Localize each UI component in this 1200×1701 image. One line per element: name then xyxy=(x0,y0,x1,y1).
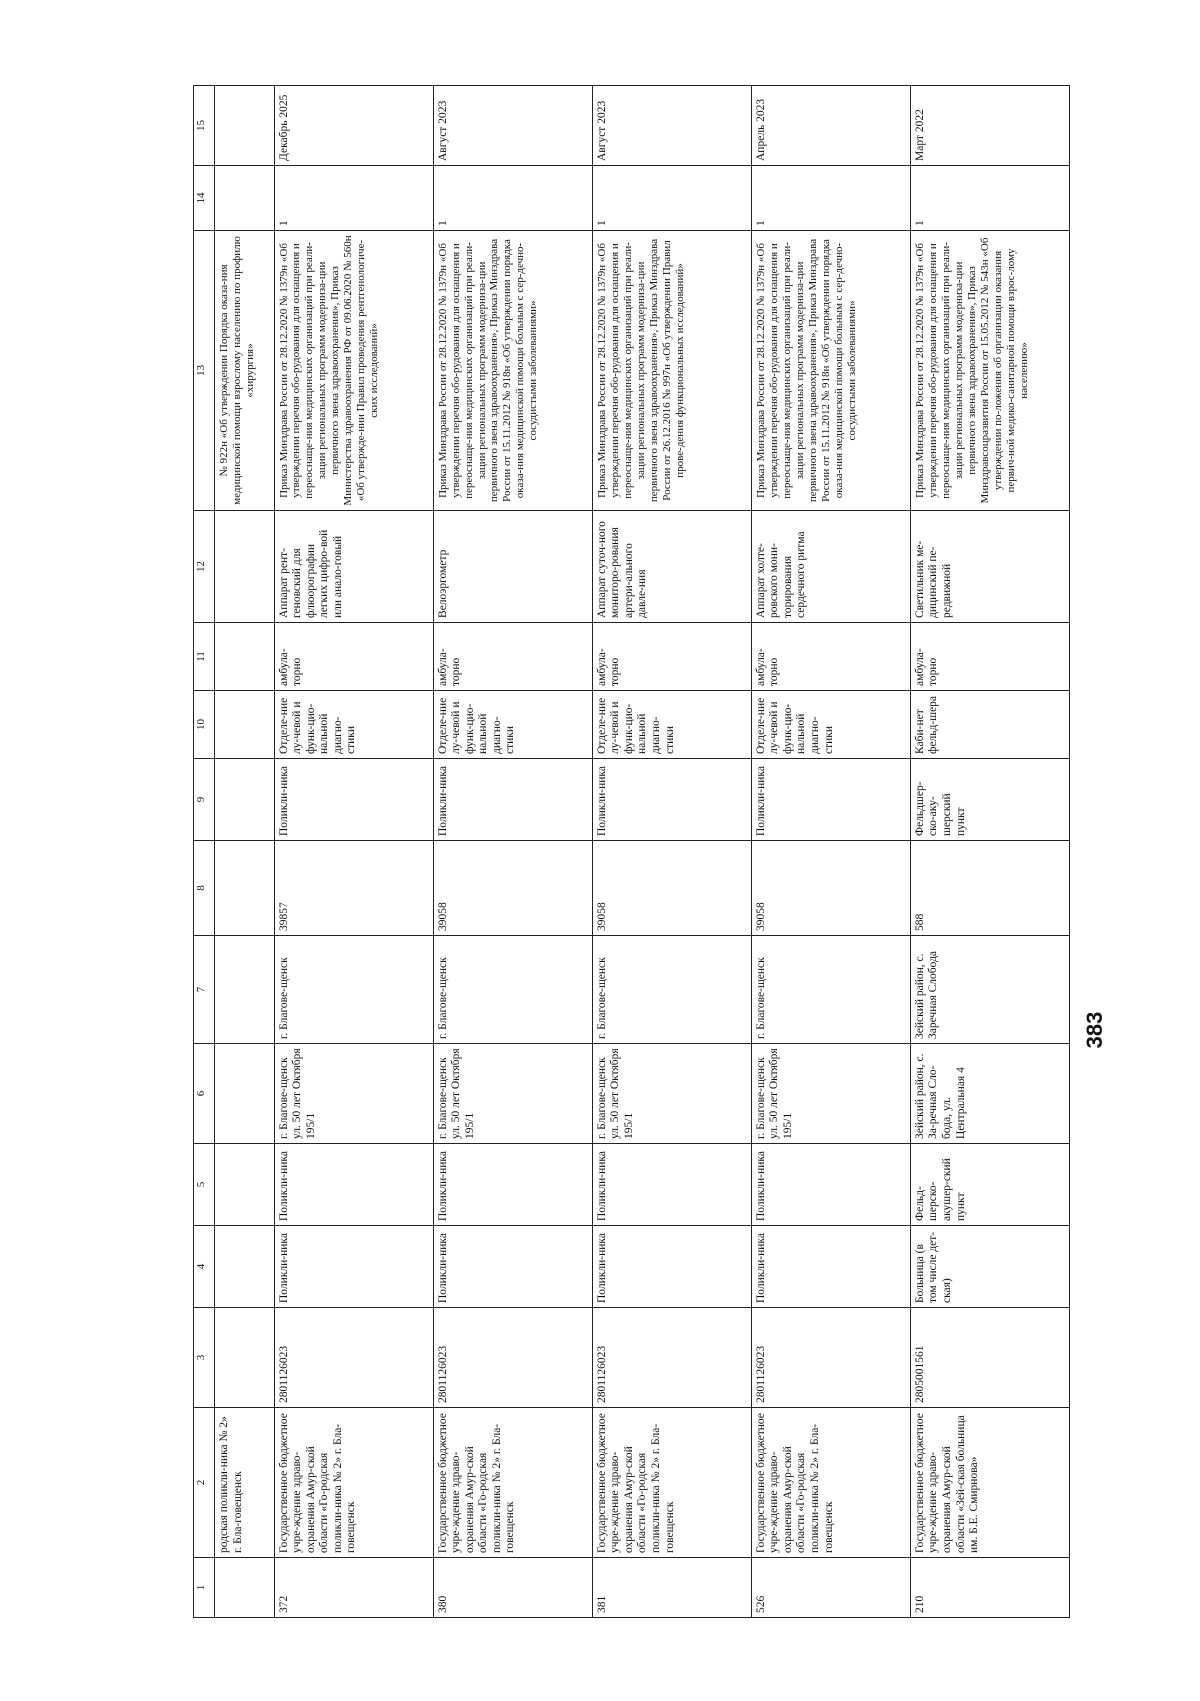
row-number-cell: 380 xyxy=(433,1558,592,1618)
population-cell: 39857 xyxy=(274,841,433,936)
col-header: 4 xyxy=(194,1226,215,1308)
unit-type-cell: Поликли-ника xyxy=(592,1144,751,1226)
column-number-row xyxy=(194,86,215,1618)
row-number-cell: 210 xyxy=(910,1558,1069,1618)
subdivision-cell: Фельдшер-ско-аку-шерский пункт xyxy=(910,759,1069,841)
care-form-cell: амбула-торно xyxy=(433,623,592,691)
address-cell: г. Благове-щенск ул. 50 лет Октября 195/1 xyxy=(433,1044,592,1144)
col-header: 7 xyxy=(194,936,215,1044)
regulation-cell: Приказ Минздрава России от 28.12.2020 № 1379н «Об утверждении перечня обо-рудования для оснащения и переоснаще-ния медицинских организаций при реали-зации региональных программ модерниза-ции первичного звена здравоохранения», Приказ Минздрава России от 15.11.2012 № 918н «Об утверждении порядка оказа-ния медицинской помощи больным с сер-дечно-сосудистыми заболеваниями» xyxy=(751,231,910,511)
inn-cell: 2801126023 xyxy=(433,1308,592,1408)
col-header: 1 xyxy=(194,1558,215,1618)
org-name-cell: родская поликли-ника № 2» г. Бла-говещенск xyxy=(215,1408,275,1558)
settlement-cell: г. Благове-щенск xyxy=(592,936,751,1044)
inn-cell: 2801126023 xyxy=(274,1308,433,1408)
org-type-cell: Поликли-ника xyxy=(592,1226,751,1308)
department-cell: Отделе-ние лу-чевой и функ-цио-нальной диагно-стики xyxy=(274,691,433,759)
org-type-cell: Больница (в том числе дет-ская) xyxy=(910,1226,1069,1308)
col-header: 8 xyxy=(194,841,215,936)
org-type-cell: Поликли-ника xyxy=(274,1226,433,1308)
org-name-cell: Государственное бюджетное учре-ждение здраво-охранения Амур-ской области «Го-родская поликли-ника № 2» г. Бла-говещенск xyxy=(433,1408,592,1558)
equipment-cell: Светильник ме-дицинский пе-редвижной xyxy=(910,511,1069,623)
regulation-cell: № 922н «Об утверждении Порядка оказа-ния медицинской помощи взрослому населению по профилю «хирургия» xyxy=(215,231,275,511)
equipment-cell: Велоэргометр xyxy=(433,511,592,623)
subdivision-cell: Поликли-ника xyxy=(751,759,910,841)
col-header: 12 xyxy=(194,511,215,623)
regulation-cell: Приказ Минздрава России от 28.12.2020 № 1379н «Об утверждении перечня обо-рудования для оснащения и переоснаще-ния медицинских организаций при реали-зации региональных программ модерниза-ции первичного звена здравоохранения», Приказ Минздрава России от 15.11.2012 № 918н «Об утверждении порядка оказа-ния медицинской помощи больным с сер-дечно-сосудистыми заболеваниями» xyxy=(433,231,592,511)
table-row xyxy=(592,86,751,1618)
settlement-cell: г. Благове-щенск xyxy=(751,936,910,1044)
col-header: 3 xyxy=(194,1308,215,1408)
address-cell: Зейский район, с. За-речная Сло-бода, ул. Центральная 4 xyxy=(910,1044,1069,1144)
regulation-cell: Приказ Минздрава России от 28.12.2020 № 1379н «Об утверждении перечня обо-рудования для оснащения и переоснаще-ния медицинских организаций при реали-зации региональных программ модерниза-ции первичного звена здравоохранения», Приказ Минздрава России от 26.12.2016 № 997н «Об утверждении Правил прове-дения функциональных исследований» xyxy=(592,231,751,511)
org-name-cell: Государственное бюджетное учре-ждение здраво-охранения Амур-ской области «Го-родская поликли-ника № 2» г. Бла-говещенск xyxy=(592,1408,751,1558)
table-row xyxy=(751,86,910,1618)
date-cell: Апрель 2023 xyxy=(751,86,910,166)
department-cell: Отделе-ние лу-чевой и функ-цио-нальной диагно-стики xyxy=(592,691,751,759)
date-cell: Август 2023 xyxy=(592,86,751,166)
quantity-cell: 1 xyxy=(592,166,751,231)
col-header: 11 xyxy=(194,623,215,691)
table-cell xyxy=(215,759,275,841)
table-cell xyxy=(215,86,275,166)
quantity-cell: 1 xyxy=(751,166,910,231)
department-cell: Отделе-ние лу-чевой и функ-цио-нальной диагно-стики xyxy=(751,691,910,759)
quantity-cell: 1 xyxy=(274,166,433,231)
department-cell: Отделе-ние лу-чевой и функ-цио-нальной диагно-стики xyxy=(433,691,592,759)
quantity-cell: 1 xyxy=(433,166,592,231)
unit-type-cell: Поликли-ника xyxy=(274,1144,433,1226)
date-cell: Август 2023 xyxy=(433,86,592,166)
col-header: 2 xyxy=(194,1408,215,1558)
table-cell xyxy=(215,1044,275,1144)
table-cell xyxy=(215,691,275,759)
row-number-cell: 381 xyxy=(592,1558,751,1618)
unit-type-cell: Фельд-шерско-акушер-ский пункт xyxy=(910,1144,1069,1226)
inn-cell: 2801126023 xyxy=(751,1308,910,1408)
care-form-cell: амбула-торно xyxy=(592,623,751,691)
equipment-cell: Аппарат суточ-ного мониторо-рования артери-ального давле-ния xyxy=(592,511,751,623)
table-row xyxy=(910,86,1069,1618)
population-cell: 588 xyxy=(910,841,1069,936)
regulation-cell: Приказ Минздрава России от 28.12.2020 № 1379н «Об утверждении перечня обо-рудования для оснащения и переоснаще-ния медицинских организаций при реали-зации региональных программ модерниза-ции первичного звена здравоохранения», Приказ Министерства здравоохранения РФ от 09.06.2020 № 560н «Об утвержде-нии Правил проведения рентгенологиче-ских исследований» xyxy=(274,231,433,511)
org-name-cell: Государственное бюджетное учре-ждение здраво-охранения Амур-ской области «Го-родская поликли-ника № 2» г. Бла-говещенск xyxy=(274,1408,433,1558)
inn-cell: 2805001561 xyxy=(910,1308,1069,1408)
subdivision-cell: Поликли-ника xyxy=(592,759,751,841)
care-form-cell: амбула-торно xyxy=(274,623,433,691)
quantity-cell: 1 xyxy=(910,166,1069,231)
table-cell xyxy=(215,166,275,231)
equipment-table xyxy=(193,85,1070,1618)
org-type-cell: Поликли-ника xyxy=(433,1226,592,1308)
population-cell: 39058 xyxy=(433,841,592,936)
table-cell xyxy=(215,1144,275,1226)
table-cell xyxy=(215,841,275,936)
col-header: 15 xyxy=(194,86,215,166)
table-cell xyxy=(215,936,275,1044)
col-header: 9 xyxy=(194,759,215,841)
regulation-cell: Приказ Минздрава России от 28.12.2020 № 1379н «Об утверждении перечня обо-рудования для оснащения и переоснаще-ния медицинских организаций при реали-зации региональных программ модерниза-ции первичного звена здравоохранения», Приказ Минздравсоцразвития России от 15.05.2012 № 543н «Об утверждении по-ложения об организации оказания первич-ной медико-санитарной помощи взрос-лому населению» xyxy=(910,231,1069,511)
unit-type-cell: Поликли-ника xyxy=(751,1144,910,1226)
page-number: 383 xyxy=(1082,1011,1107,1049)
table-cell xyxy=(215,511,275,623)
population-cell: 39058 xyxy=(592,841,751,936)
care-form-cell: амбула-торно xyxy=(751,623,910,691)
org-name-cell: Государственное бюджетное учре-ждение здраво-охранения Амур-ской области «Зей-ская больница им. Б.Е. Смирнова» xyxy=(910,1408,1069,1558)
department-cell: Каби-нет фельд-шера xyxy=(910,691,1069,759)
care-form-cell: амбула-торно xyxy=(910,623,1069,691)
row-number-cell: 526 xyxy=(751,1558,910,1618)
equipment-cell: Аппарат рент-геновский для флюорографии легких цифро-вой или анало-говый xyxy=(274,511,433,623)
settlement-cell: г. Благове-щенск xyxy=(433,936,592,1044)
col-header: 14 xyxy=(194,166,215,231)
table-cell xyxy=(215,1558,275,1618)
row-number-cell: 372 xyxy=(274,1558,433,1618)
rotated-table-wrapper xyxy=(193,86,1070,1618)
date-cell: Декабрь 2025 xyxy=(274,86,433,166)
equipment-cell: Аппарат холте-ровского мони-торирования сердечного ритма xyxy=(751,511,910,623)
settlement-cell: Зейский район, с. Заречная Слобода xyxy=(910,936,1069,1044)
address-cell: г. Благове-щенск ул. 50 лет Октября 195/1 xyxy=(592,1044,751,1144)
col-header: 6 xyxy=(194,1044,215,1144)
table-cell xyxy=(215,1308,275,1408)
subdivision-cell: Поликли-ника xyxy=(433,759,592,841)
table-cell xyxy=(215,1226,275,1308)
settlement-cell: г. Благове-щенск xyxy=(274,936,433,1044)
address-cell: г. Благове-щенск ул. 50 лет Октября 195/1 xyxy=(274,1044,433,1144)
date-cell: Март 2022 xyxy=(910,86,1069,166)
col-header: 5 xyxy=(194,1144,215,1226)
col-header: 10 xyxy=(194,691,215,759)
table-row xyxy=(274,86,433,1618)
org-type-cell: Поликли-ника xyxy=(751,1226,910,1308)
continuation-row xyxy=(215,86,275,1618)
subdivision-cell: Поликли-ника xyxy=(274,759,433,841)
col-header: 13 xyxy=(194,231,215,511)
org-name-cell: Государственное бюджетное учре-ждение здраво-охранения Амур-ской области «Го-родская поликли-ника № 2» г. Бла-говещенск xyxy=(751,1408,910,1558)
unit-type-cell: Поликли-ника xyxy=(433,1144,592,1226)
address-cell: г. Благове-щенск ул. 50 лет Октября 195/1 xyxy=(751,1044,910,1144)
population-cell: 39058 xyxy=(751,841,910,936)
table-cell xyxy=(215,623,275,691)
inn-cell: 2801126023 xyxy=(592,1308,751,1408)
table-row xyxy=(433,86,592,1618)
